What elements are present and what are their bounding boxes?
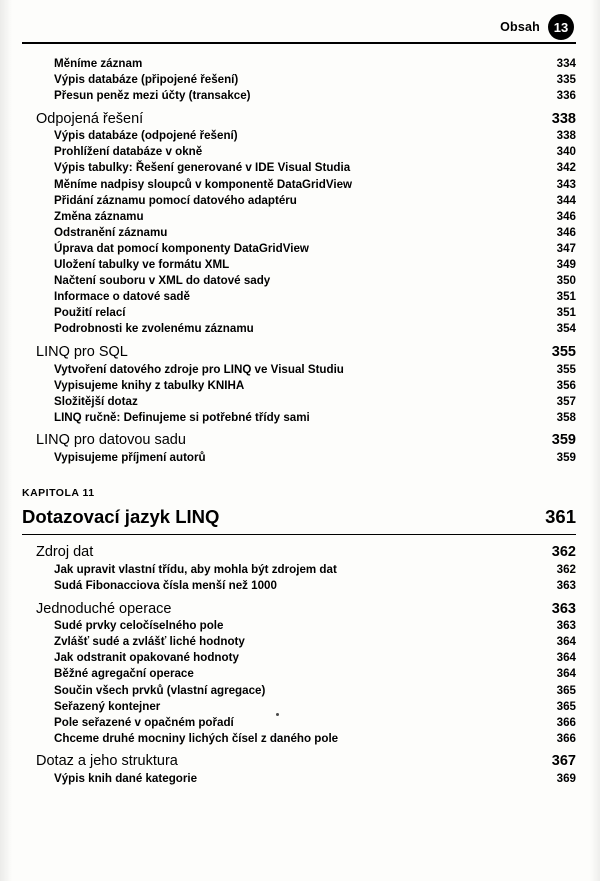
list-item[interactable]: [22, 668, 576, 680]
toc-entry-title: Použití relací: [54, 306, 126, 320]
page-number-badge: 13: [548, 14, 574, 40]
toc-entry-page: 364: [556, 667, 576, 681]
list-item[interactable]: [22, 74, 576, 86]
list-item[interactable]: [22, 162, 576, 174]
list-item[interactable]: [22, 701, 576, 713]
list-item[interactable]: [22, 620, 576, 632]
list-item[interactable]: [22, 580, 576, 592]
list-item[interactable]: [22, 685, 576, 697]
toc-section-heading[interactable]: [22, 433, 576, 448]
toc-entry-title: Chceme druhé mocniny lichých čísel z daného pole: [54, 731, 339, 745]
header-divider: [22, 42, 576, 44]
list-item[interactable]: [22, 380, 576, 392]
toc-group-linq-pro-datovou-sadu: [22, 433, 576, 463]
toc-entry-title: Pole seřazené v opačném pořadí: [54, 715, 234, 729]
toc-section-heading[interactable]: [22, 602, 576, 617]
toc-group-jednoduche-operace: [22, 602, 576, 745]
list-item[interactable]: [22, 452, 576, 464]
toc-entry-page: 358: [556, 410, 576, 424]
toc-group-continuation: [22, 58, 576, 102]
toc-entry-page: 343: [556, 177, 576, 191]
toc-entry-title: Jak odstranit opakované hodnoty: [54, 651, 239, 665]
toc-entry-title: Přidání záznamu pomocí datového adaptéru: [54, 193, 297, 207]
toc-entry-title: Složitější dotaz: [54, 394, 138, 408]
list-item[interactable]: [22, 652, 576, 664]
toc-entry-page: 369: [556, 771, 576, 785]
list-item[interactable]: [22, 90, 576, 102]
toc-section-title: LINQ pro datovou sadu: [36, 432, 186, 449]
toc-entry-page: 357: [556, 394, 576, 408]
toc-entry-page: 342: [556, 161, 576, 175]
toc-group-zdroj-dat: [22, 545, 576, 591]
toc-entry-title: Zvlášť sudé a zvlášť liché hodnoty: [54, 635, 245, 649]
toc-entry-title: Seřazený kontejner: [54, 699, 161, 713]
toc-entry-title: Načtení souboru v XML do datové sady: [54, 274, 271, 288]
toc-section-page: 363: [551, 600, 576, 617]
toc-entry-title: Úprava dat pomocí komponenty DataGridView: [54, 241, 309, 255]
toc-entry-page: 356: [556, 378, 576, 392]
chapter-title-row[interactable]: [22, 506, 576, 535]
list-item[interactable]: [22, 243, 576, 255]
toc-entry-title: Prohlížení databáze v okně: [54, 145, 203, 159]
toc-entry-title: Uložení tabulky ve formátu XML: [54, 258, 230, 272]
toc-section-title: LINQ pro SQL: [36, 344, 128, 360]
toc-entry-title: Běžné agregační operace: [54, 667, 194, 681]
toc-section-heading[interactable]: [22, 754, 576, 769]
toc-entry-page: 365: [556, 683, 576, 697]
chapter-title: Dotazovací jazyk LINQ: [22, 506, 220, 528]
toc-entry-page: 340: [556, 145, 576, 159]
toc-entry-page: 338: [556, 129, 576, 143]
list-item[interactable]: [22, 291, 576, 303]
toc-entry-page: 364: [556, 651, 576, 665]
toc-entry-title: Měníme nadpisy sloupců v komponentě DataGridView: [54, 177, 353, 191]
toc-entry-title: Informace o datové sadě: [54, 290, 190, 304]
toc-entry-title: Vytvoření datového zdroje pro LINQ ve Visual Studiu: [54, 362, 344, 376]
list-item[interactable]: [22, 773, 576, 785]
toc-entry-title: Vypisujeme příjmení autorů: [54, 450, 206, 464]
toc-entry-title: Výpis knih dané kategorie: [54, 771, 198, 785]
toc-section-page: 367: [551, 753, 576, 770]
toc-section-title: Zdroj dat: [36, 544, 94, 561]
toc-section-heading[interactable]: [22, 345, 576, 360]
toc-entry-title: Sudé prvky celočíselného pole: [54, 619, 224, 633]
toc-section-heading[interactable]: [22, 545, 576, 560]
toc-entry-page: 347: [556, 241, 576, 255]
list-item[interactable]: [22, 412, 576, 424]
list-item[interactable]: [22, 364, 576, 376]
list-item[interactable]: [22, 396, 576, 408]
toc-group-linq-pro-sql: [22, 345, 576, 423]
page-header: [500, 14, 574, 40]
toc-section-page: 362: [551, 544, 576, 561]
toc-section-title: Dotaz a jeho struktura: [36, 753, 178, 770]
toc-entry-page: 366: [556, 715, 576, 729]
toc-entry-title: Měníme záznam: [54, 57, 143, 70]
toc-section-page: 355: [551, 344, 576, 360]
toc-entry-title: LINQ ručně: Definujeme si potřebné třídy sami: [54, 410, 310, 424]
list-item[interactable]: [22, 564, 576, 576]
toc-entry-page: 354: [556, 322, 576, 336]
list-item[interactable]: [22, 275, 576, 287]
list-item[interactable]: [22, 179, 576, 191]
toc-section-page: 338: [551, 110, 576, 127]
toc-entry-page: 366: [556, 731, 576, 745]
toc-entry-page: 355: [556, 362, 576, 376]
chapter-kicker: KAPITOLA 11: [22, 487, 95, 500]
toc-entry-page: 349: [556, 258, 576, 272]
chapter-heading-block: [22, 487, 576, 535]
toc-entry-title: Součin všech prvků (vlastní agregace): [54, 683, 266, 697]
list-item[interactable]: [22, 717, 576, 729]
toc-entry-page: 334: [556, 57, 576, 70]
toc-section-title: Jednoduché operace: [36, 600, 172, 617]
toc-entry-title: Podrobnosti ke zvolenému záznamu: [54, 322, 254, 336]
list-item[interactable]: [22, 211, 576, 223]
toc-entry-page: 365: [556, 699, 576, 713]
toc-entry-page: 363: [556, 619, 576, 633]
toc-entry-title: Výpis tabulky: Řešení generované v IDE Visual Studia: [54, 161, 351, 175]
toc-entry-title: Odstranění záznamu: [54, 225, 168, 239]
toc-group-dotaz-a-jeho-struktura: [22, 754, 576, 784]
toc-entry-page: 363: [556, 579, 576, 593]
list-item[interactable]: [22, 733, 576, 745]
list-item[interactable]: [22, 227, 576, 239]
toc-entry-title: Jak upravit vlastní třídu, aby mohla být zdrojem dat: [54, 562, 337, 576]
print-speck: [276, 713, 279, 716]
toc-entry-page: 350: [556, 274, 576, 288]
toc-entry-title: Změna záznamu: [54, 209, 144, 223]
list-item[interactable]: [22, 307, 576, 319]
list-item[interactable]: [22, 259, 576, 271]
table-of-contents: [22, 58, 576, 789]
toc-group-odpojena-reseni: [22, 112, 576, 335]
list-item[interactable]: [22, 58, 576, 70]
chapter-page: 361: [545, 506, 576, 528]
toc-entry-page: 351: [556, 306, 576, 320]
toc-entry-title: Výpis databáze (připojené řešení): [54, 73, 239, 87]
list-item[interactable]: [22, 146, 576, 158]
toc-entry-page: 335: [556, 73, 576, 87]
toc-section-title: Odpojená řešení: [36, 110, 144, 127]
toc-section-heading[interactable]: [22, 112, 576, 127]
toc-entry-title: Přesun peněz mezi účty (transakce): [54, 89, 251, 103]
list-item[interactable]: [22, 195, 576, 207]
toc-entry-page: 364: [556, 635, 576, 649]
toc-entry-page: 346: [556, 209, 576, 223]
toc-section-page: 359: [551, 432, 576, 449]
toc-entry-page: 344: [556, 193, 576, 207]
toc-entry-page: 362: [556, 562, 576, 576]
toc-entry-page: 359: [556, 450, 576, 464]
toc-entry-title: Vypisujeme knihy z tabulky KNIHA: [54, 378, 245, 392]
toc-entry-title: Sudá Fibonacciova čísla menší než 1000: [54, 579, 277, 593]
list-item[interactable]: [22, 130, 576, 142]
header-label: Obsah: [500, 20, 540, 34]
toc-entry-page: 346: [556, 225, 576, 239]
toc-entry-page: 351: [556, 290, 576, 304]
toc-entry-page: 336: [556, 89, 576, 103]
toc-entry-title: Výpis databáze (odpojené řešení): [54, 129, 238, 143]
list-item[interactable]: [22, 323, 576, 335]
list-item[interactable]: [22, 636, 576, 648]
